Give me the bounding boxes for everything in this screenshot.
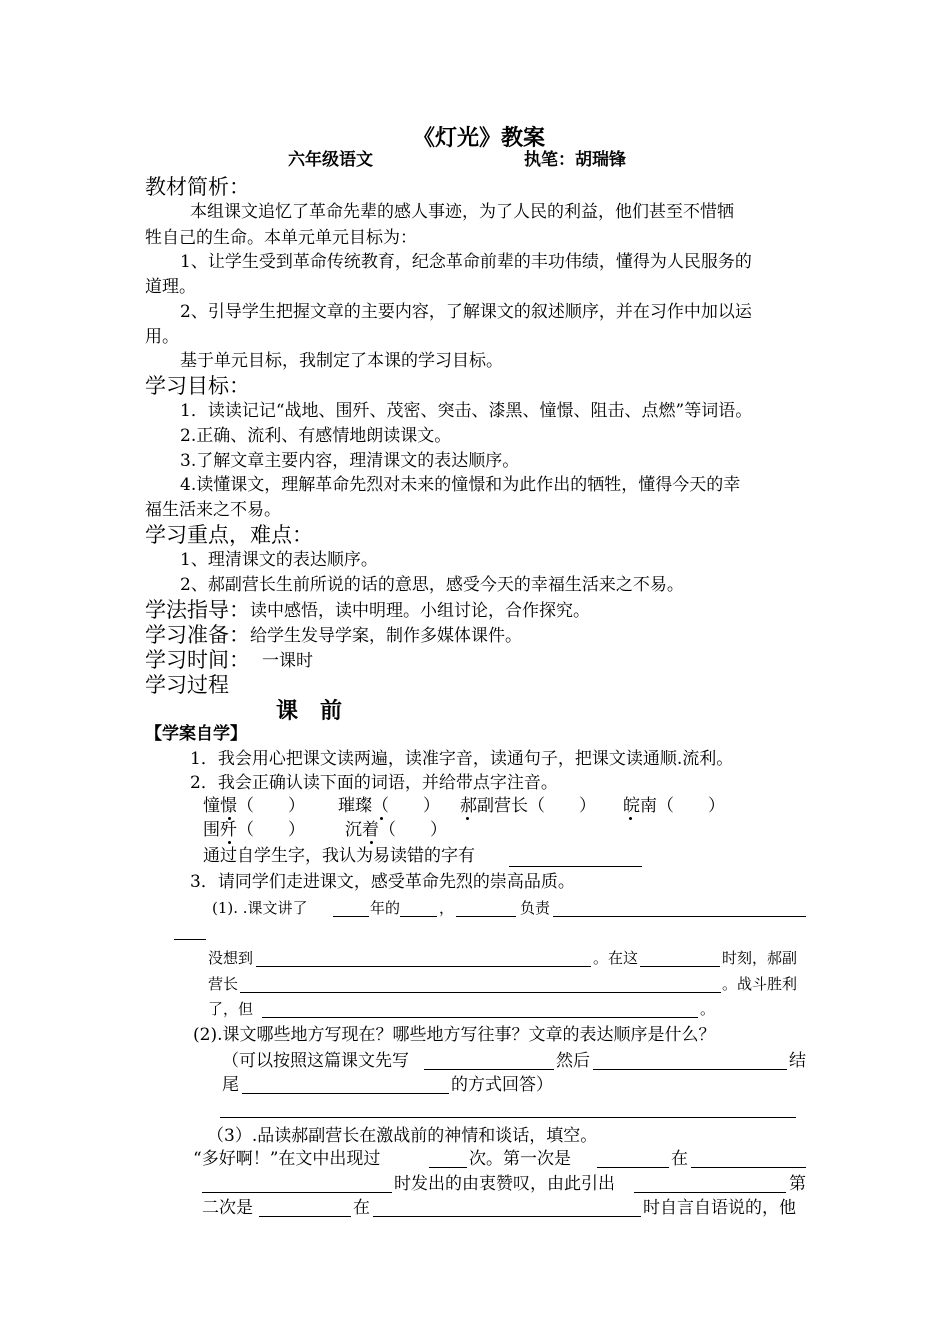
q1-line2-b: 。在这 [593, 949, 639, 967]
word-item: 围歼（ ） [203, 820, 305, 840]
q3-line2-a: “多好啊！”在文中出现过 [193, 1149, 381, 1169]
material-para-1a: 本组课文追忆了革命先辈的感人事迹，为了人民的利益，他们甚至不惜牺 [190, 202, 734, 222]
grade-label: 六年级语文 [288, 150, 373, 170]
material-para-1b: 牲自己的生命。本单元单元目标为： [145, 228, 417, 248]
objective-3: 3.了解文章主要内容，理清课文的表达顺序。 [180, 451, 520, 471]
time-heading: 学习时间： [145, 648, 250, 672]
q3-blank-lead[interactable] [634, 1192, 786, 1193]
q3-blank-first-cont[interactable] [202, 1192, 392, 1193]
emphasis-dot [380, 817, 383, 820]
q1-year-label: 年的 [370, 899, 401, 917]
q3-line3-a: 时发出的由衷赞叹，由此引出 [394, 1174, 615, 1194]
unit-goal-2a: 2、引导学生把握文章的主要内容，了解课文的叙述顺序，并在习作中加以运 [180, 302, 752, 322]
emphasis-dot [629, 817, 632, 820]
keypoint-1: 1、理清课文的表达顺序。 [180, 550, 378, 570]
section-title: 课 前 [276, 698, 343, 724]
q1-duty-label: 负责 [520, 899, 551, 917]
q1-blank-count[interactable] [333, 916, 369, 917]
q1-blank-2a[interactable] [256, 966, 591, 967]
method-heading: 学法指导： [145, 598, 250, 622]
q1-blank-4[interactable] [262, 1017, 698, 1018]
material-heading: 教材简析： [145, 175, 250, 199]
q1-lead: (1). .课文讲了 [212, 899, 308, 917]
prep-heading: 学习准备： [145, 623, 250, 647]
easy-wrong-label: 通过自学生字，我认为易读错的字有 [203, 846, 475, 866]
q3-line3-b: 第 [789, 1174, 806, 1194]
q3-line4-c: 时自言自语说的，他 [643, 1198, 796, 1218]
q2-line2-b: 然后 [556, 1051, 590, 1071]
q1-line3-a: 营长 [208, 975, 239, 993]
word-item: 皖南（ ） [623, 796, 725, 816]
easy-wrong-blank[interactable] [509, 866, 642, 867]
word-item: 憧憬（ ） [203, 796, 305, 816]
objective-4b: 福生活来之不易。 [145, 500, 281, 520]
q2-line2-c: 结 [789, 1051, 806, 1071]
method-text: 读中感悟，读中明理。小组讨论，合作探究。 [250, 601, 590, 621]
q1-line4-b: 。 [700, 1000, 716, 1018]
process-heading: 学习过程 [145, 673, 229, 697]
q2-line3-a: 尾 [222, 1075, 239, 1095]
q1-comma: ， [439, 899, 455, 917]
q3-blank-second-where[interactable] [373, 1216, 641, 1217]
selfstudy-heading: 【学案自学】 [145, 724, 247, 744]
unit-goal-1b: 道理。 [145, 277, 196, 297]
objective-1: 1．读读记记“战地、围歼、茂密、突击、漆黑、憧憬、阻击、点燃”等词语。 [180, 401, 753, 421]
keypoint-2: 2、郝副营长生前所说的话的意思，感受今天的幸福生活来之不易。 [180, 575, 684, 595]
selfstudy-item-3: 3．请同学们走进课文，感受革命先烈的崇高品质。 [190, 872, 575, 892]
word-item: 沉着（ ） [345, 820, 447, 840]
q2-text: (2).课文哪些地方写现在？哪些地方写往事？文章的表达顺序是什么？ [193, 1025, 716, 1045]
material-para-2: 基于单元目标，我制定了本课的学习目标。 [180, 351, 503, 371]
q3-blank-count[interactable] [429, 1167, 467, 1168]
q1-line3-b: 。战斗胜利 [722, 975, 798, 993]
q3-blank-second-who[interactable] [259, 1216, 351, 1217]
time-text: 一课时 [262, 651, 313, 671]
emphasis-dot [370, 841, 373, 844]
q2-answer-line[interactable] [220, 1117, 796, 1118]
selfstudy-item-2: 2．我会正确认读下面的词语，并给带点字注音。 [190, 773, 558, 793]
q2-blank-then[interactable] [593, 1069, 787, 1070]
objective-4a: 4.读懂课文，理解革命先烈对未来的憧憬和为此作出的牺牲，懂得今天的幸 [180, 475, 741, 495]
q3-blank-first-where[interactable] [691, 1167, 806, 1168]
q3-text: （3）.品读郝副营长在激战前的神情和谈话，填空。 [207, 1126, 598, 1146]
prep-text: 给学生发导学案，制作多媒体课件。 [250, 626, 522, 646]
q1-blank-who[interactable] [456, 916, 516, 917]
objectives-heading: 学习目标： [145, 374, 250, 398]
unit-goal-1a: 1、让学生受到革命传统教育，纪念革命前辈的丰功伟绩，懂得为人民服务的 [180, 252, 752, 272]
selfstudy-item-1: 1．我会用心把课文读两遍，读准字音，读通句子，把课文读通顺.流利。 [190, 749, 734, 769]
author-label: 执笔：胡瑞锋 [524, 150, 626, 170]
q1-line4-a: 了，但 [208, 1000, 254, 1018]
objective-2: 2.正确、流利、有感情地朗读课文。 [180, 426, 452, 446]
q1-line2-a: 没想到 [208, 949, 254, 967]
keypoints-heading: 学习重点，难点： [145, 523, 313, 547]
q3-line4-b: 在 [353, 1198, 370, 1218]
q2-blank-first[interactable] [424, 1069, 554, 1070]
document-title: 《灯光》教案 [413, 125, 546, 151]
q2-blank-end[interactable] [242, 1093, 449, 1094]
q3-line4-a: 二次是 [202, 1198, 253, 1218]
q1-line2-c: 时刻，郝副 [722, 949, 798, 967]
q3-blank-first-who[interactable] [597, 1167, 669, 1168]
q3-line2-c: 在 [671, 1149, 688, 1169]
q2-line2-a: （可以按照这篇课文先写 [222, 1051, 409, 1071]
emphasis-dot [228, 817, 231, 820]
q1-blank-year[interactable] [400, 916, 437, 917]
q1-blank-3[interactable] [240, 992, 721, 993]
emphasis-dot [228, 841, 231, 844]
word-item: 郝副营长（ ） [460, 796, 596, 816]
q2-line3-b: 的方式回答） [451, 1075, 553, 1095]
q1-blank-duty[interactable] [553, 916, 806, 917]
word-item: 璀璨（ ） [338, 796, 440, 816]
q3-line2-b: 次。第一次是 [469, 1149, 571, 1169]
emphasis-dot [466, 817, 469, 820]
unit-goal-2b: 用。 [145, 327, 179, 347]
q1-blank-2b[interactable] [640, 966, 720, 967]
q1-blank-duty-cont[interactable] [174, 939, 206, 940]
